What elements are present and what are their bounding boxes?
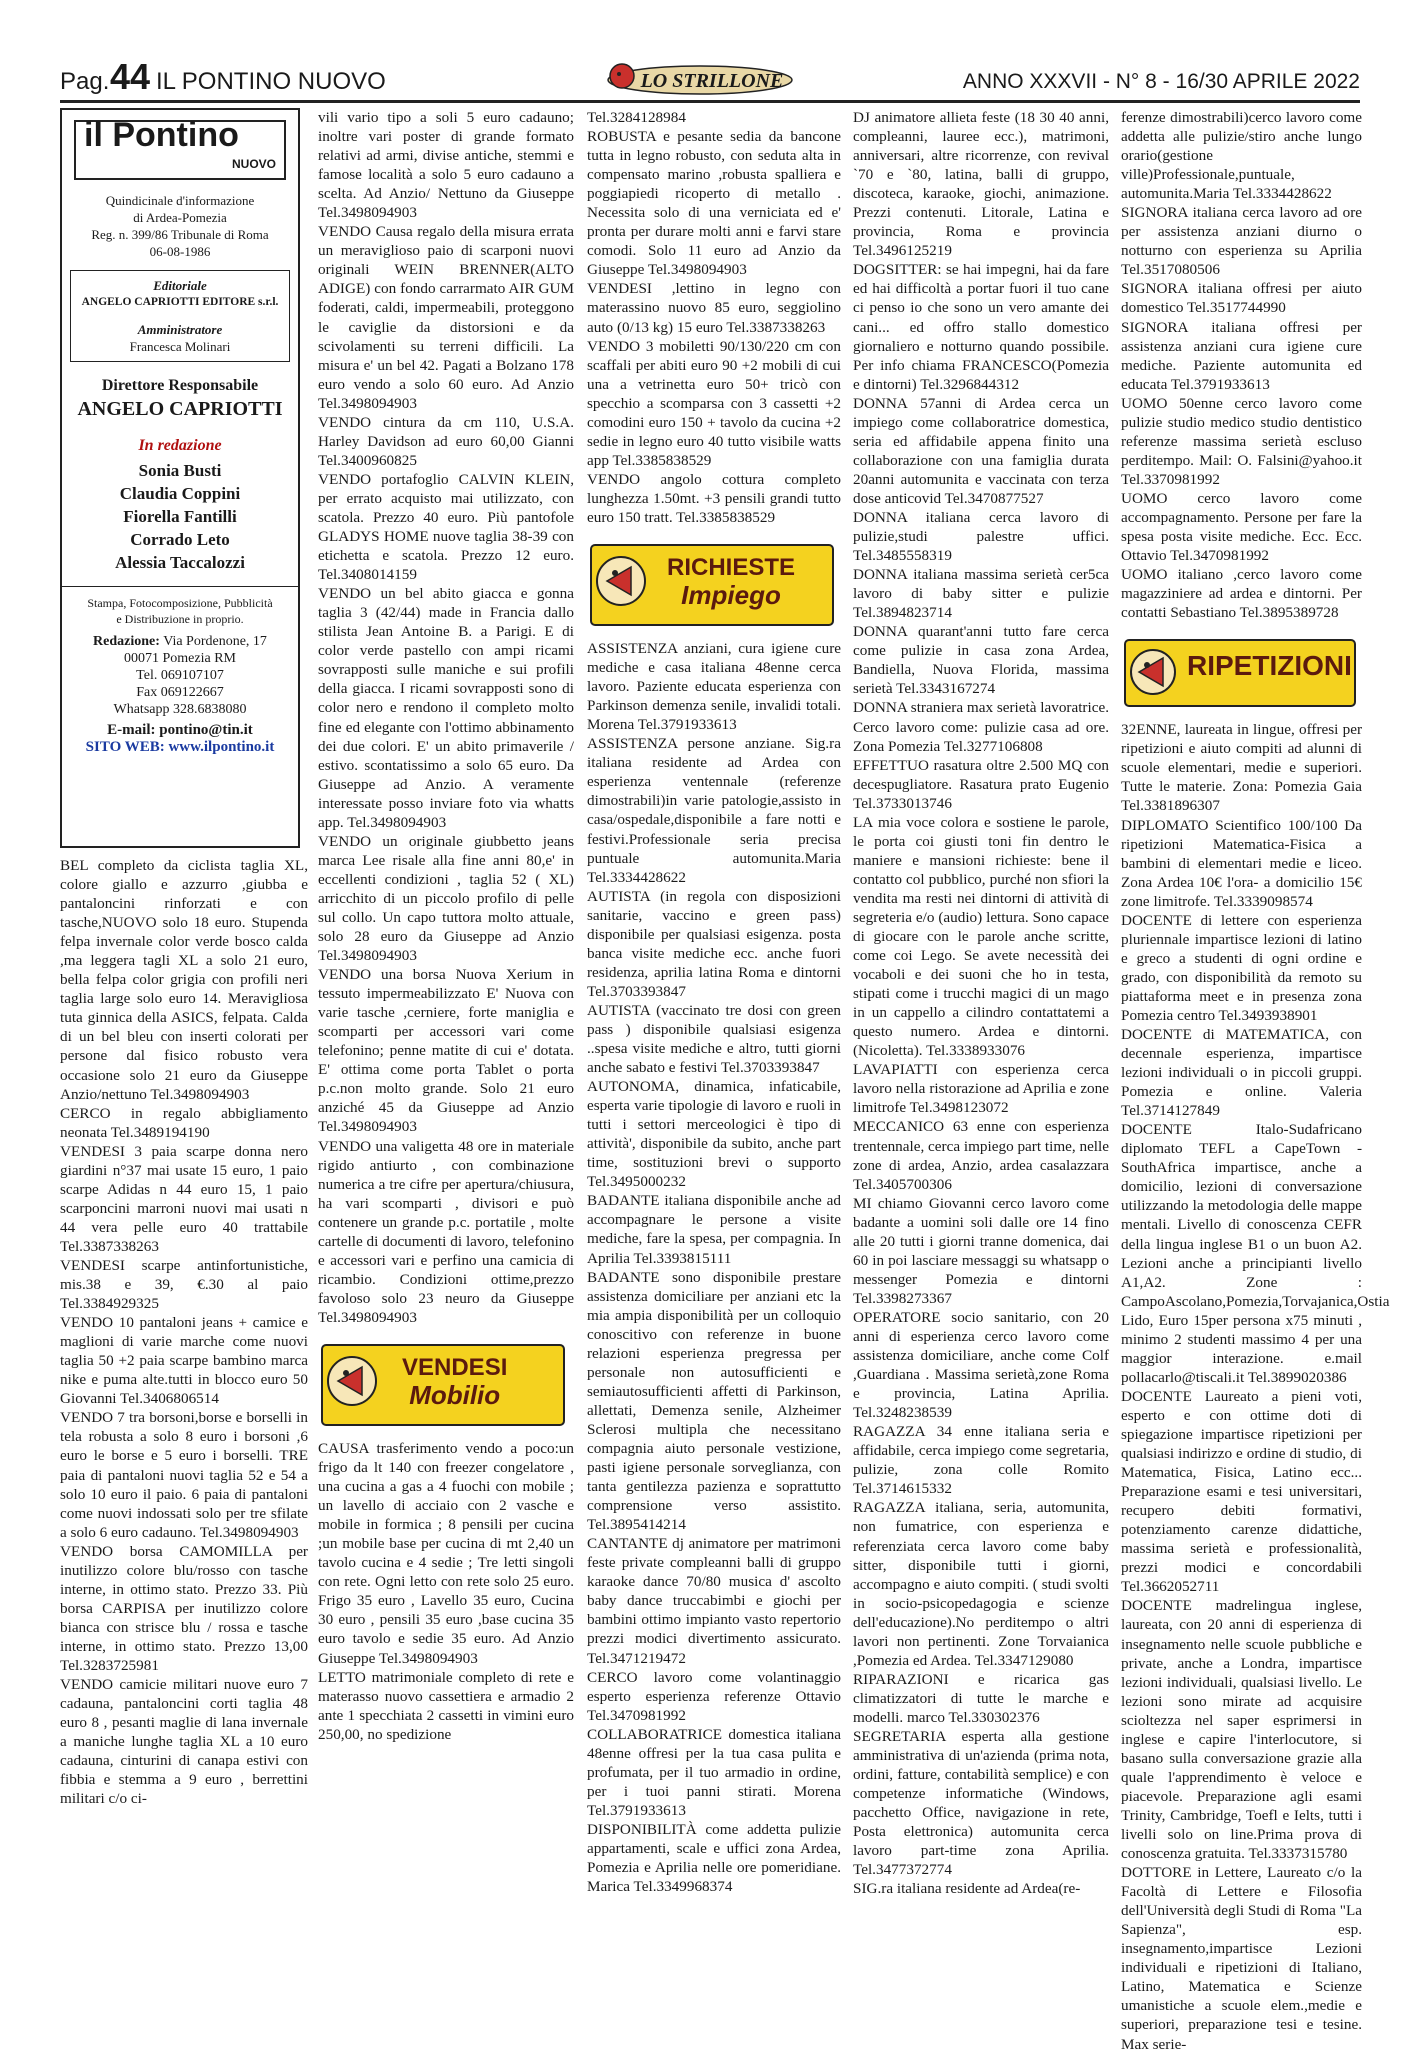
classified-ad: LA mia voce colora e sostiene le parole, le porta coi giusti toni fin dentro le maniere e mansioni richieste: bene il contatto col pubblico, purché non sfiori la vendita ma resti nei dintorni di attività di segreteria e/o (audio) lettura. Sono capace di giocare con le parole anche scritte, come coi Lego. Se avete necessità dei vocaboli e dei suoni che ho in testa, stipati come i trucchi magici di un mago in un cappello a cilindro contattatemi a questo numero. Ardea e dintorni. (Nicoletta). Tel.3338933076 [853, 813, 1109, 1060]
redazione-label: In redazione [138, 437, 222, 454]
masthead-divider [62, 586, 298, 587]
strillone-logo-text: LO STRILLONE [640, 70, 784, 92]
banner-subtitle: Impiego [681, 580, 781, 611]
classified-ad: DONNA 57anni di Ardea cerca un impiego come collaboratrice domestica, seria ed affidabile appena finito una collaborazione con una famiglia durata 20anni automunita e vaccinata con terza dose anticovid Tel.3470877527 [853, 394, 1109, 507]
classified-ad: AUTONOMA, dinamica, infaticabile, esperta varie tipologie di lavoro e ruoli in tutti i settori merceologici è tipo di attività', disponibile da subito, anche part time, sostituzioni brevi o supporto Tel.3495000232 [587, 1078, 841, 1191]
classified-ad: VENDESI scarpe antinfortunistiche, mis.38 e 39, €.30 al paio Tel.3384929325 [60, 1256, 308, 1313]
masthead-desc-line: Quindicinale d'informazione [105, 193, 255, 208]
classified-ad: DOGSITTER: se hai impegni, hai da fare ed hai difficoltà a portar fuori il tuo cane ci penso io che sono un vero amante dei cani... ed offro stallo domestico giornaliero e notturno quando possibile. Per info chiama FRANCESCO(Pomezia e dintorni) Tel.3296844312 [853, 261, 1109, 393]
amministratore-name: Francesca Molinari [129, 339, 231, 354]
classified-ad: vili vario tipo a soli 5 euro cadauno; inoltre vari poster di grande formato relativi ad armi, divise antiche, stemmi e famose località a solo 5 euro cadauno a scelta. Ad Anzio/ Nettuno da Giuseppe Tel.3498094903 [318, 109, 574, 222]
classified-ad: UOMO italiano ,cerco lavoro come magazziniere ad ardea e dintorni. Per contatti Sebastiano Tel.3895389728 [1121, 566, 1362, 622]
banner-title: RICHIESTE [667, 554, 796, 582]
address-line: Via Pordenone, 17 [163, 634, 267, 650]
banner-vendesi-mobilio [318, 1341, 574, 1429]
classified-ad: DOCENTE Italo-Sudafricano diplomato TEFL a CapeTown -SouthAfrica impartisce, anche a domicilio, lezioni di conversazione utilizzando la metodologia delle mappe mentali. Livello di conoscenza CEFR della lingua inglese B1 o un buon A2. Lezioni anche a principianti livello A1,A2. Zone : CampoAscolano,Pomezia,Torvajanica,Ostia Lido, Euro 15per persona x75 minuti , minimo 2 studenti massimo 4 per una maggior interazione. e.mail pollacarlo@tiscali.it Tel.3899020386 [1121, 1121, 1390, 1386]
classified-ad: UOMO cerco lavoro come accompagnamento. Persone per fare la spesa posta visite mediche. Ecc. Ecc. Ottavio Tel.3470981992 [1121, 489, 1362, 565]
column-2 [318, 108, 574, 1988]
page-label: Pag. [60, 68, 110, 95]
strillone-logo [600, 58, 800, 98]
amministratore-label: Amministratore [137, 322, 223, 337]
classified-ad: MI chiamo Giovanni cerco lavoro come badante a uomini soli dalle ore 14 fino alle 20 tutti i giorni tranne domenica, dai 60 in poi lasciare messaggi su whatsapp o messenger Pomezia e dintorni Tel.3398273367 [853, 1194, 1109, 1307]
classified-ad: CAUSA trasferimento vendo a poco:un frigo da lt 140 con freezer congelatore , una cucina a gas a 4 fuochi con mobile ; un lavello di acciaio con 2 vasche e mobile in formica ; 8 pensili per cucina ;un mobile base per cucina di mt 2,40 un tavolo cucina e 4 sedie ; Tre letti singoli con rete. Ogni letto con rete solo 25 euro. Frigo 35 euro , Lavello 35 euro, Cucina 30 euro , pensili 35 euro ,base cucina 35 euro tavolo e sedie 35 euro. Ad Anzio Giuseppe Tel.3498094903 [318, 1440, 574, 1667]
banner-ripetizioni [1121, 636, 1362, 710]
masthead-subtitle: NUOVO [231, 156, 276, 171]
ads-list [853, 108, 1109, 1898]
classified-ad: VENDO una borsa Nuova Xerium in tessuto impermeabilizzato E' Nuova con varie tasche ,cerniere, forte maniglia e scomparti per accessori vari come telefonino; penne matite di cui e' dotata. E' ottima come porta Tablet o porta p.c.non molto grande. Solo 21 euro anziché 45 da Giuseppe ad Anzio Tel.3498094903 [318, 966, 574, 1136]
whatsapp-number: Whatsapp 328.6838080 [113, 702, 247, 718]
staff-list [70, 459, 290, 574]
editoriale-label: Editoriale [153, 278, 207, 293]
banner-subtitle: Mobilio [409, 1380, 501, 1410]
classified-ad: DIPLOMATO Scientifico 100/100 Da ripetizioni Matematica-Fisica a bambini di elementari medie e liceo. Zona Ardea 10€ l'ora- a domicilio 15€ zone limitrofe. Tel.3339098574 [1121, 816, 1362, 910]
classified-ad: DOTTORE in Lettere, Laureato c/o la Facoltà di Lettere e Filosofia dell'Università degli Studi di Roma "La Sapienza", esp. insegnamento,impartisce Lezioni individuali e ripetizioni di Italiano, Latino, Matematica e Scienze umanistiche a scuole elem.,medie e superiori, preparazione tesi e tesine. Max serie- [1121, 1864, 1362, 2053]
classified-ad: SIGNORA italiana cerca lavoro ad ore per assistenza anziani diurno o notturno con esperienza su Aprilia Tel.3517080506 [1121, 204, 1362, 279]
masthead-editor-box [70, 270, 290, 362]
classified-ad: VENDO cintura da cm 110, U.S.A. Harley Davidson ad euro 60,00 Gianni Tel.3400960825 [318, 413, 574, 469]
classified-ad: VENDO angolo cottura completo lunghezza 1.50mt. +3 pensili grandi tutto euro 150 tratt. Tel.3385838529 [587, 470, 841, 526]
classified-ad: AUTISTA (in regola con disposizioni sanitarie, vaccino e green pass) disponibile per qualsiasi esigenza. posta banca visite mediche ecc. anche fuori residenza, aprilia latina Roma e dintorni Tel.3703393847 [587, 887, 841, 1000]
column-4 [853, 108, 1109, 1988]
classified-ad: VENDO Causa regalo della misura errata un meraviglioso paio di scarponi nuovi originali WEIN BRENNER(ALTO ADIGE) con fondo carrarmato AIR GUM foderati, caldi, impermeabili, proteggono le caviglie da distorsioni e da scivolamenti su terreni difficili. La misura e' un bel 42. Pagati a Bolzano 178 euro vendo a solo 60 euro. Ad Anzio Tel.3498094903 [318, 223, 574, 412]
column-5 [1121, 108, 1390, 2053]
banner-richieste-impiego [587, 541, 841, 629]
ads-list [60, 856, 308, 1808]
contact-info [70, 633, 290, 756]
classified-ad: VENDESI 3 paia scarpe donna nero giardini n°37 mai usate 15 euro, 1 paio scarpe Adidas n 44 euro 15, 1 paio scarponcini marroni nuovi mai usati n 44 vera pelle euro 40 trattabile Tel.3387338263 [60, 1142, 308, 1255]
classified-ad: VENDO una valigetta 48 ore in materiale rigido antiurto , con combinazione numerica a tre cifre per apertura/chiusura, ha vari scomparti , divisori e può contenere un grande p.c. portatile , molte cartelle di documenti di lavoro, telefonino e accessori vari e perfino una camicia di ricambio. Condizioni ottime,prezzo favoloso solo 23 neuro da Giuseppe Tel.3498094903 [318, 1137, 574, 1326]
classified-ad: ferenze dimostrabili)cerco lavoro come addetta alle pulizie/stiro anche lungo orario(gestione ville)Professionale,puntuale, automunita.Maria Tel.3334428622 [1121, 109, 1362, 203]
ads-list [318, 108, 574, 1327]
classified-ad: 32ENNE, laureata in lingue, offresi per ripetizioni e aiuto compiti ad alunni di scuole elementari, medie e superiori. Tutte le materie. Zona: Pomezia Gaia Tel.3381896307 [1121, 721, 1362, 815]
ads-list [318, 1439, 574, 1744]
classified-ad: SIGNORA italiana offresi per aiuto domestico Tel.3517744990 [1121, 280, 1362, 317]
classified-ad: LAVAPIATTI con esperienza cerca lavoro nella ristorazione ad Aprilia e zone limitrofe Tel.3498123072 [853, 1061, 1109, 1117]
classified-ad: BADANTE italiana disponibile anche ad accompagnare le persone a visite mediche, fare la spesa, per compagnia. In Aprilia Tel.3393815111 [587, 1192, 841, 1267]
staff-member: Sonia Busti [138, 461, 222, 481]
direttore-label: Direttore Responsabile [101, 377, 259, 394]
classified-ad: CERCO in regalo abbigliamento neonata Tel.3489194190 [60, 1104, 308, 1141]
direttore-name: ANGELO CAPRIOTTI [77, 398, 283, 420]
masthead-desc-line: Reg. n. 399/86 Tribunale di Roma [91, 227, 269, 242]
classified-ad: DJ animatore allieta feste (18 30 40 anni, compleanni, lauree ecc.), matrimoni, anniversari, altre ricorrenze, con revival `70 e `80, latina, balli di gruppo, discoteca, karaoke, giochi, animazione. Prezzi contenuti. Litorale, Latina e provincia, Roma e provincia Tel.3496125219 [853, 109, 1109, 260]
classified-ad: AUTISTA (vaccinato tre dosi con green pass ) disponibile qualsiasi esigenza ..spesa visite mediche e altro, tutti giorni anche sabato e festivi Tel.3703393847 [587, 1001, 841, 1077]
fax-number: Fax 069122667 [136, 685, 224, 701]
masthead-desc-line: 06-08-1986 [149, 244, 211, 259]
print-line: Stampa, Fotocomposizione, Pubblicità [87, 596, 273, 611]
classified-ad: ASSISTENZA anziani, cura igiene cure mediche e casa italiana 48enne cerca lavoro. Paziente educata esperienza con Parkinson demenza senile, invalidi totali. Morena Tel.3791933613 [587, 640, 841, 734]
classified-ad: CANTANTE dj animatore per matrimoni feste private compleanni balli di gruppo karaoke dance 70/80 musica d' ascolto baby dance truccabimbi e giochi per bambini ottimo impianto vasto repertorio prezzi modici divertimento assicurato. Tel.3471219472 [587, 1535, 841, 1667]
classified-ad: RAGAZZA italiana, seria, automunita, non fumatrice, con esperienza e referenziata cerca lavoro come baby sitter, disponibile tutti i giorni, accompagno e aiuto compiti. ( studi svolti in socio-psicopedagogia e scienze dell'educazione).No perditempo o altri lavori non pertinenti. Zone Torvaianica ,Pomezia ed Ardea. Tel.3347129080 [853, 1499, 1109, 1669]
classified-ad: VENDO borsa CAMOMILLA per inutilizzo colore blu/rosso con tasche interne, in ottimo stato. Prezzo 33. Più borsa CARPISA per inutilizzo colore bianca con strisce blu / rossa e tasche interne, in ottimo stato. Prezzo 13,00 Tel.3283725981 [60, 1542, 308, 1674]
column-3 [587, 108, 841, 1988]
editoriale-name: ANGELO CAPRIOTTI EDITORE s.r.l. [81, 296, 279, 308]
strillone-logo-icon [600, 58, 800, 98]
classified-ad: RAGAZZA 34 enne italiana seria e affidabile, cerca impiego come segretaria, pulizie, zona colle Romito Tel.3714615332 [853, 1423, 1109, 1498]
classified-ad: VENDESI ,lettino in legno con materassino nuovo 85 euro, seggiolino auto (0/13 kg) 15 euro Tel.3387338263 [587, 280, 841, 336]
staff-member: Fiorella Fantilli [123, 507, 237, 527]
classified-ad: UOMO 50enne cerco lavoro come pulizie studio medico studio dentistico referenze massima serietà escluso perditempo. Mail: O. Falsini@yahoo.it Tel.3370981992 [1121, 394, 1362, 488]
classified-ad: VENDO un originale giubbetto jeans marca Lee risale alla fine anni 80,e' in eccellenti condizioni , taglia 52 ( XL) arricchito di un piccolo profilo di pelle sul collo. Un capo tuttora molto attuale, solo 28 euro da Giuseppe ad Anzio Tel.3498094903 [318, 832, 574, 965]
classified-ad: VENDO un bel abito giacca e gonna taglia 3 (42/44) made in Francia dallo stilista Jean Antoine B. a Parigi. E di color verde pastello con ampi ricami sovrapposti sulle maniche e sui profili della giacca. I ricami sovrapposti sono di color nero e rendono il completo molto fine ed elegante con l'ottimo abbinamento dei due colori. E' un abito primaverile / estivo. scontatissimo a solo 65 euro. Da Giuseppe ad Anzio. A veramente interessate posso inviare foto via whatts app. Tel.3498094903 [318, 585, 574, 831]
print-info [70, 595, 290, 627]
classified-ad: VENDO 10 pantaloni jeans + camice e maglioni di varie marche come nuovi taglia 50 +2 paia scarpe bambino marca nike e puma alte.tutti in blocco euro 50 Giovanni Tel.3406806514 [60, 1314, 308, 1408]
classified-ad: RIPARAZIONI e ricarica gas climatizzatori di tutte le marche e modelli. marco Tel.330302376 [853, 1670, 1109, 1726]
classified-ad: DOCENTE di MATEMATICA, con decennale esperienza, impartisce lezioni individuali o in piccoli gruppi. Pomezia e online. Valeria Tel.3714127849 [1121, 1026, 1362, 1120]
classified-ad: DONNA quarant'anni tutto fare cerca come pulizie in casa zona Ardea, Bandiella, Nuova Florida, massima serietà Tel.3343167274 [853, 623, 1109, 698]
classified-ad: EFFETTUO rasatura oltre 2.500 MQ con decespugliatore. Rasatura prato Eugenio Tel.3733013746 [853, 756, 1109, 812]
masthead-title: il Pontino [84, 116, 239, 154]
banner-title: VENDESI [402, 1354, 508, 1381]
publication-name: IL PONTINO NUOVO [156, 68, 386, 95]
email-link[interactable]: E-mail: pontino@tin.it [107, 722, 253, 739]
classified-ad: OPERATORE socio sanitario, con 20 anni di esperienza cerco lavoro come assistenza domiciliare, anche come Colf ,Guardiana . Massima serietà,zone Roma e provincia, Latina Aprilia. Tel.3248238539 [853, 1308, 1109, 1422]
classified-ad: COLLABORATRICE domestica italiana 48enne offresi per la tua casa pulita e profumata, per il tuo armadio in ordine, per i tuoi panni stirati. Morena Tel.3791933613 [587, 1725, 841, 1819]
classified-ad: DONNA italiana cerca lavoro di pulizie,studi palestre uffici. Tel.3485558319 [853, 508, 1109, 565]
banner-title: RIPETIZIONI [1187, 650, 1352, 682]
column-1 [60, 108, 308, 1808]
classified-ad: LETTO matrimoniale completo di rete e materasso nuovo cassettiera e armadio 2 ante 1 specchiata 2 cassetti in vimini euro 250,00, no spedizione [318, 1668, 574, 1743]
page-number: 44 [110, 56, 151, 97]
classified-ad: MECCANICO 63 enne con esperienza trentennale, cerca impiego part time, nelle zone di ardea, Anzio, ardea casalazzara Tel.3405700306 [853, 1118, 1109, 1193]
header-divider [60, 100, 1360, 103]
classified-ad: Tel.3284128984 [587, 109, 686, 126]
classified-ad: SIG.ra italiana residente ad Ardea(re- [853, 1880, 1081, 1898]
classified-ad: VENDO 3 mobiletti 90/130/220 cm con scaffali per abiti euro 90 +2 mobili di cui una a vetrinetta euro 50+ tricò con specchio a scomparsa con 3 cassetti +2 comodini euro 150 + tavolo da cucina +2 sedie in legno euro 40 tutto visibile watts app Tel.3385838529 [587, 337, 841, 469]
classified-ad: SEGRETARIA esperta alla gestione amministrativa di un'azienda (prima nota, ordini, fatture, contabilità semplice) e con competenze informatiche (Windows, pacchetto Office, navigazione in rete, Posta elettronica) automunita cerca lavoro part-time zona Aprilia. Tel.3477372774 [853, 1727, 1109, 1879]
classified-ad: BADANTE sono disponibile prestare assistenza domiciliare per anziani etc la mia ampia disponibilità per un colloquio conoscitivo con referenze in buone relazioni esperienza pregressa per personale non autosufficienti e semiautosufficienti affetti di Parkinson, allettati, Demenza senile, Alzheimer Sclerosi multipla che necessitano compagnia aiuto personale vestizione, pasti igiene personale sorveglianza, con tanta gentilezza pazienza e soprattutto comprensione verso assistito. Tel.3895414214 [587, 1268, 841, 1534]
issue-info: ANNO XXXVII - N° 8 - 16/30 APRILE 2022 [962, 70, 1360, 93]
print-line: e Distribuzione in proprio. [116, 612, 244, 627]
classified-ad: CERCO lavoro come volantinaggio esperto esperienza referenze Ottavio Tel.3470981992 [587, 1668, 841, 1724]
ads-list [587, 108, 841, 527]
masthead-description [70, 192, 290, 260]
classified-ad: DISPONIBILITÀ come addetta pulizie appartamenti, scale e uffici zona Ardea, Pomezia e Aprilia nelle ore pomeridiane. Marica Tel.3349968374 [587, 1820, 841, 1896]
classified-ad: DOCENTE madrelingua inglese, laureata, con 20 anni di esperienza di insegnamento nelle scuole pubbliche e private, anche a Londra, impartisce lezioni individuali, qualsiasi livello. Le lezioni sono mirate ad acquisire scioltezza nel saper esprimersi in inglese e capire l'interlocutore, si basano sulla conversazione grazie alla quale l'apprendimento è veloce e piacevole. Preparazione agli esami Trinity, Cambridge, Toefl e Ielts, tutti i livelli solo on line.Prima prova di conoscenza gratuita. Tel.3337315780 [1121, 1597, 1362, 1863]
staff-member: Alessia Taccalozzi [115, 553, 245, 573]
ads-list [587, 639, 841, 1896]
address-line: 00071 Pomezia RM [124, 651, 236, 667]
classified-ad: DOCENTE Laureato a pieni voti, esperto e con ottime doti di spiegazione impartisce ripetizioni per qualsiasi indirizzo e ordine di studio, di Matematica, Fisica, Latino ecc... Preparazione esami e tesi universitari, recupero debiti formativi, potenziamento carenze didattiche, massima serietà e professionalità, prezzi modici e concordabili Tel.3662052711 [1121, 1387, 1362, 1596]
ads-list [1121, 108, 1362, 622]
classified-ad: VENDO portafoglio CALVIN KLEIN, per errato acquisto mai utilizzato, con scatola. Prezzo 40 euro. Più pantofole GLADYS HOME nuove taglia 38-39 con etichetta e scatola. Prezzo 12 euro. Tel.3408014159 [318, 470, 574, 584]
staff-member: Corrado Leto [130, 530, 230, 550]
classified-ad: DONNA straniera max serietà lavoratrice. Cerco lavoro come: pulizie casa ad ore. Zona Pomezia Tel.3277106808 [853, 699, 1109, 755]
website-link[interactable]: SITO WEB: www.ilpontino.it [85, 739, 275, 756]
classified-ad: ASSISTENZA persone anziane. Sig.ra italiana residente ad Ardea con esperienza ventennale (referenze dimostrabili)in varie patologie,assisto in casa/ospedale,disponibile a fare notti e festivi.Professionale seria precisa puntuale automunita.Maria Tel.3334428622 [587, 735, 841, 886]
staff-member: Claudia Coppini [119, 484, 241, 504]
masthead-box [60, 108, 300, 848]
classified-ad: DOCENTE di lettere con esperienza pluriennale impartisce lezioni di latino e greco a studenti di ogni ordine e grado, con disponibilità da remoto su piattaforma meet e in presenza zona Pomezia centro Tel.3493938901 [1121, 911, 1362, 1024]
masthead-logo [74, 116, 286, 180]
classified-ad: VENDO 7 tra borsoni,borse e borselli in tela robusta a solo 8 euro i borsoni ,6 euro le borse e 5 euro i borselli. TRE paia di pantaloni nuovi taglia 52 e 54 a solo 10 euro il paio. 6 paia di pantaloni come nuovi indossati solo per tre sfilate a solo 6 euro cadauno. Tel.3498094903 [60, 1409, 308, 1541]
classified-ad: BEL completo da ciclista taglia XL, colore giallo e azzurro ,giubba e pantaloncini rinforzati e con tasche,NUOVO solo 18 euro. Stupenda felpa invernale color verde bosco calda ,ma leggera tagli XL a solo 21 euro, bella felpa color grigia con profili neri taglia large solo euro 14. Meravigliosa tuta ginnica della ASICS, felpata. Calda di un bel bleu con inserti colorati per persone dal fisico robusto vera occasione solo 21 euro da Giuseppe Anzio/nettuno Tel.3498094903 [60, 857, 308, 1103]
phone-number: Tel. 069107107 [136, 668, 224, 684]
classified-ad: ROBUSTA e pesante sedia da bancone tutta in legno robusto, con seduta alta in compensato marino ,robusta spalliera e poggiapiedi ricoperto di metallo . Necessita solo di una verniciata ed e' pronta per durare molti anni e farvi stare comodi. Solo 11 euro ad Anzio da Giuseppe Tel.3498094903 [587, 128, 841, 279]
classified-ad: DONNA italiana massima serietà cer5ca lavoro di baby sitter e pulizie Tel.3894823714 [853, 566, 1109, 622]
masthead-desc-line: di Ardea-Pomezia [133, 210, 227, 225]
ads-list [1121, 720, 1390, 2053]
page-header [60, 58, 1360, 106]
classified-ad: VENDO camicie militari nuove euro 7 cadauna, pantaloncini corti taglia 48 euro 8 , pesanti maglie di lana invernale a maniche lunghe taglia XL a 10 euro cadauna, cinturini di canapa estivi con fibbia e stemma a 9 euro , berrettini militari c/o ci- [60, 1676, 308, 1808]
redazione-address-label: Redazione: [93, 634, 160, 650]
classified-ad: SIGNORA italiana offresi per assistenza anziani cura igiene cure mediche. Paziente automunita ed educata Tel.3791933613 [1121, 318, 1362, 393]
